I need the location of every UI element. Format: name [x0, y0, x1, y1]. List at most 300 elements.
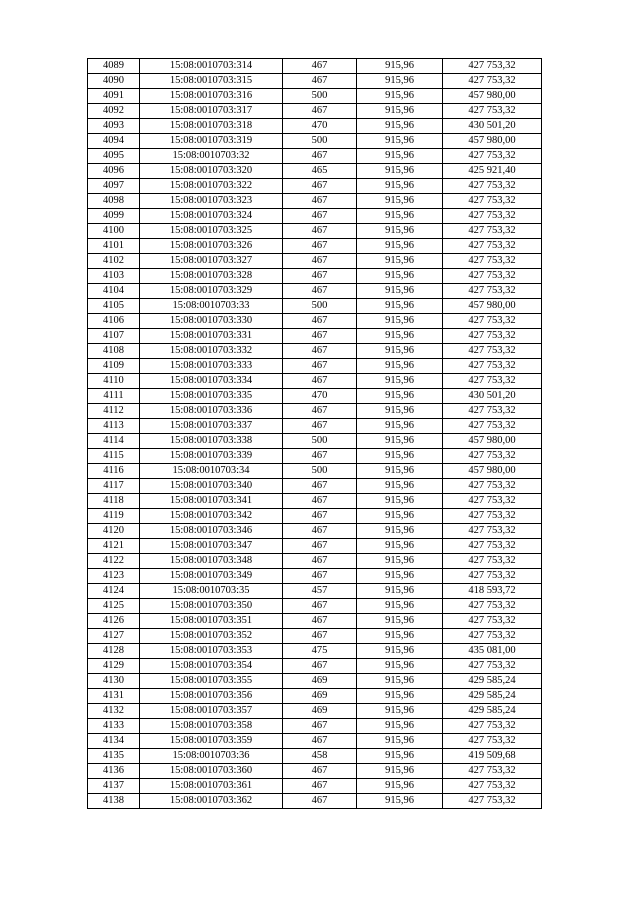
- area-cell: 467: [283, 599, 357, 614]
- table-row: [88, 584, 542, 599]
- cadastral-number-cell: 15:08:0010703:348: [140, 554, 283, 569]
- cadastral-number-cell: 15:08:0010703:352: [140, 629, 283, 644]
- area-cell: 467: [283, 224, 357, 239]
- unit-price-cell: 915,96: [357, 179, 443, 194]
- table-row: [88, 629, 542, 644]
- area-cell: 465: [283, 164, 357, 179]
- table-row: [88, 329, 542, 344]
- cadastral-number-cell: 15:08:0010703:315: [140, 74, 283, 89]
- area-cell: 467: [283, 614, 357, 629]
- area-cell: 467: [283, 74, 357, 89]
- area-cell: 467: [283, 479, 357, 494]
- row-number-cell: 4117: [88, 479, 140, 494]
- total-cost-cell: 427 753,32: [443, 449, 542, 464]
- cadastral-number-cell: 15:08:0010703:350: [140, 599, 283, 614]
- row-number-cell: 4098: [88, 194, 140, 209]
- unit-price-cell: 915,96: [357, 284, 443, 299]
- total-cost-cell: 427 753,32: [443, 284, 542, 299]
- cadastral-number-cell: 15:08:0010703:339: [140, 449, 283, 464]
- table-row: [88, 599, 542, 614]
- area-cell: 457: [283, 584, 357, 599]
- row-number-cell: 4113: [88, 419, 140, 434]
- area-cell: 467: [283, 764, 357, 779]
- row-number-cell: 4114: [88, 434, 140, 449]
- area-cell: 500: [283, 134, 357, 149]
- land-plot-table: [87, 58, 542, 809]
- row-number-cell: 4136: [88, 764, 140, 779]
- total-cost-cell: 427 753,32: [443, 419, 542, 434]
- area-cell: 467: [283, 629, 357, 644]
- unit-price-cell: 915,96: [357, 794, 443, 809]
- area-cell: 467: [283, 329, 357, 344]
- cadastral-number-cell: 15:08:0010703:328: [140, 269, 283, 284]
- row-number-cell: 4106: [88, 314, 140, 329]
- row-number-cell: 4104: [88, 284, 140, 299]
- total-cost-cell: 430 501,20: [443, 119, 542, 134]
- cadastral-number-cell: 15:08:0010703:326: [140, 239, 283, 254]
- total-cost-cell: 427 753,32: [443, 524, 542, 539]
- row-number-cell: 4129: [88, 659, 140, 674]
- total-cost-cell: 435 081,00: [443, 644, 542, 659]
- total-cost-cell: 427 753,32: [443, 659, 542, 674]
- cadastral-number-cell: 15:08:0010703:353: [140, 644, 283, 659]
- area-cell: 467: [283, 419, 357, 434]
- table-row: [88, 419, 542, 434]
- unit-price-cell: 915,96: [357, 74, 443, 89]
- row-number-cell: 4138: [88, 794, 140, 809]
- cadastral-number-cell: 15:08:0010703:329: [140, 284, 283, 299]
- table-row: [88, 494, 542, 509]
- total-cost-cell: 457 980,00: [443, 434, 542, 449]
- table-row: [88, 404, 542, 419]
- row-number-cell: 4135: [88, 749, 140, 764]
- unit-price-cell: 915,96: [357, 599, 443, 614]
- unit-price-cell: 915,96: [357, 434, 443, 449]
- area-cell: 467: [283, 524, 357, 539]
- unit-price-cell: 915,96: [357, 734, 443, 749]
- row-number-cell: 4091: [88, 89, 140, 104]
- total-cost-cell: 419 509,68: [443, 749, 542, 764]
- total-cost-cell: 457 980,00: [443, 464, 542, 479]
- total-cost-cell: 427 753,32: [443, 614, 542, 629]
- total-cost-cell: 427 753,32: [443, 239, 542, 254]
- unit-price-cell: 915,96: [357, 689, 443, 704]
- area-cell: 467: [283, 269, 357, 284]
- row-number-cell: 4100: [88, 224, 140, 239]
- cadastral-number-cell: 15:08:0010703:340: [140, 479, 283, 494]
- table-row: [88, 434, 542, 449]
- row-number-cell: 4109: [88, 359, 140, 374]
- cadastral-number-cell: 15:08:0010703:32: [140, 149, 283, 164]
- unit-price-cell: 915,96: [357, 719, 443, 734]
- area-cell: 467: [283, 254, 357, 269]
- unit-price-cell: 915,96: [357, 149, 443, 164]
- total-cost-cell: 427 753,32: [443, 269, 542, 284]
- table-row: [88, 59, 542, 74]
- table-row: [88, 614, 542, 629]
- cadastral-number-cell: 15:08:0010703:357: [140, 704, 283, 719]
- cadastral-number-cell: 15:08:0010703:359: [140, 734, 283, 749]
- area-cell: 469: [283, 704, 357, 719]
- unit-price-cell: 915,96: [357, 539, 443, 554]
- unit-price-cell: 915,96: [357, 164, 443, 179]
- area-cell: 467: [283, 719, 357, 734]
- cadastral-number-cell: 15:08:0010703:320: [140, 164, 283, 179]
- table-row: [88, 449, 542, 464]
- area-cell: 467: [283, 779, 357, 794]
- total-cost-cell: 427 753,32: [443, 509, 542, 524]
- row-number-cell: 4128: [88, 644, 140, 659]
- unit-price-cell: 915,96: [357, 254, 443, 269]
- unit-price-cell: 915,96: [357, 674, 443, 689]
- table-row: [88, 479, 542, 494]
- total-cost-cell: 427 753,32: [443, 359, 542, 374]
- area-cell: 500: [283, 464, 357, 479]
- cadastral-number-cell: 15:08:0010703:327: [140, 254, 283, 269]
- total-cost-cell: 425 921,40: [443, 164, 542, 179]
- unit-price-cell: 915,96: [357, 299, 443, 314]
- total-cost-cell: 427 753,32: [443, 599, 542, 614]
- area-cell: 467: [283, 209, 357, 224]
- row-number-cell: 4095: [88, 149, 140, 164]
- area-cell: 467: [283, 359, 357, 374]
- cadastral-number-cell: 15:08:0010703:33: [140, 299, 283, 314]
- table-row: [88, 269, 542, 284]
- area-cell: 467: [283, 449, 357, 464]
- cadastral-number-cell: 15:08:0010703:341: [140, 494, 283, 509]
- row-number-cell: 4122: [88, 554, 140, 569]
- table-row: [88, 74, 542, 89]
- cadastral-number-cell: 15:08:0010703:358: [140, 719, 283, 734]
- area-cell: 467: [283, 59, 357, 74]
- row-number-cell: 4132: [88, 704, 140, 719]
- cadastral-number-cell: 15:08:0010703:351: [140, 614, 283, 629]
- cadastral-number-cell: 15:08:0010703:347: [140, 539, 283, 554]
- table-row: [88, 224, 542, 239]
- cadastral-number-cell: 15:08:0010703:324: [140, 209, 283, 224]
- cadastral-number-cell: 15:08:0010703:346: [140, 524, 283, 539]
- row-number-cell: 4123: [88, 569, 140, 584]
- unit-price-cell: 915,96: [357, 644, 443, 659]
- unit-price-cell: 915,96: [357, 119, 443, 134]
- table-row: [88, 719, 542, 734]
- area-cell: 470: [283, 389, 357, 404]
- cadastral-number-cell: 15:08:0010703:317: [140, 104, 283, 119]
- cadastral-number-cell: 15:08:0010703:331: [140, 329, 283, 344]
- unit-price-cell: 915,96: [357, 374, 443, 389]
- row-number-cell: 4131: [88, 689, 140, 704]
- total-cost-cell: 418 593,72: [443, 584, 542, 599]
- table-row: [88, 509, 542, 524]
- unit-price-cell: 915,96: [357, 89, 443, 104]
- cadastral-number-cell: 15:08:0010703:314: [140, 59, 283, 74]
- total-cost-cell: 427 753,32: [443, 794, 542, 809]
- area-cell: 467: [283, 494, 357, 509]
- cadastral-number-cell: 15:08:0010703:316: [140, 89, 283, 104]
- cadastral-number-cell: 15:08:0010703:355: [140, 674, 283, 689]
- row-number-cell: 4137: [88, 779, 140, 794]
- total-cost-cell: 427 753,32: [443, 74, 542, 89]
- total-cost-cell: 427 753,32: [443, 209, 542, 224]
- total-cost-cell: 457 980,00: [443, 134, 542, 149]
- total-cost-cell: 427 753,32: [443, 494, 542, 509]
- row-number-cell: 4090: [88, 74, 140, 89]
- table-row: [88, 179, 542, 194]
- table-row: [88, 659, 542, 674]
- table-row: [88, 794, 542, 809]
- table-row: [88, 749, 542, 764]
- cadastral-number-cell: 15:08:0010703:34: [140, 464, 283, 479]
- table-row: [88, 644, 542, 659]
- area-cell: 467: [283, 344, 357, 359]
- unit-price-cell: 915,96: [357, 749, 443, 764]
- row-number-cell: 4105: [88, 299, 140, 314]
- total-cost-cell: 427 753,32: [443, 719, 542, 734]
- area-cell: 467: [283, 149, 357, 164]
- total-cost-cell: 427 753,32: [443, 629, 542, 644]
- area-cell: 458: [283, 749, 357, 764]
- cadastral-number-cell: 15:08:0010703:349: [140, 569, 283, 584]
- row-number-cell: 4130: [88, 674, 140, 689]
- total-cost-cell: 429 585,24: [443, 704, 542, 719]
- unit-price-cell: 915,96: [357, 449, 443, 464]
- total-cost-cell: 427 753,32: [443, 344, 542, 359]
- table-row: [88, 359, 542, 374]
- total-cost-cell: 427 753,32: [443, 104, 542, 119]
- total-cost-cell: 427 753,32: [443, 374, 542, 389]
- total-cost-cell: 430 501,20: [443, 389, 542, 404]
- row-number-cell: 4096: [88, 164, 140, 179]
- area-cell: 467: [283, 179, 357, 194]
- unit-price-cell: 915,96: [357, 269, 443, 284]
- area-cell: 469: [283, 689, 357, 704]
- row-number-cell: 4107: [88, 329, 140, 344]
- table-row: [88, 314, 542, 329]
- cadastral-number-cell: 15:08:0010703:319: [140, 134, 283, 149]
- unit-price-cell: 915,96: [357, 329, 443, 344]
- area-cell: 467: [283, 314, 357, 329]
- area-cell: 467: [283, 554, 357, 569]
- total-cost-cell: 427 753,32: [443, 194, 542, 209]
- total-cost-cell: 427 753,32: [443, 734, 542, 749]
- row-number-cell: 4103: [88, 269, 140, 284]
- row-number-cell: 4111: [88, 389, 140, 404]
- table-row: [88, 569, 542, 584]
- unit-price-cell: 915,96: [357, 224, 443, 239]
- cadastral-number-cell: 15:08:0010703:332: [140, 344, 283, 359]
- row-number-cell: 4121: [88, 539, 140, 554]
- table-row: [88, 344, 542, 359]
- table-row: [88, 149, 542, 164]
- table-row: [88, 539, 542, 554]
- unit-price-cell: 915,96: [357, 524, 443, 539]
- table-row: [88, 674, 542, 689]
- total-cost-cell: 429 585,24: [443, 689, 542, 704]
- cadastral-number-cell: 15:08:0010703:342: [140, 509, 283, 524]
- table-body: [88, 59, 542, 809]
- row-number-cell: 4094: [88, 134, 140, 149]
- table-row: [88, 89, 542, 104]
- unit-price-cell: 915,96: [357, 359, 443, 374]
- table-row: [88, 209, 542, 224]
- total-cost-cell: 427 753,32: [443, 779, 542, 794]
- total-cost-cell: 427 753,32: [443, 539, 542, 554]
- cadastral-number-cell: 15:08:0010703:362: [140, 794, 283, 809]
- table-row: [88, 104, 542, 119]
- unit-price-cell: 915,96: [357, 344, 443, 359]
- table-row: [88, 779, 542, 794]
- area-cell: 467: [283, 104, 357, 119]
- row-number-cell: 4124: [88, 584, 140, 599]
- table-row: [88, 119, 542, 134]
- table-row: [88, 194, 542, 209]
- total-cost-cell: 427 753,32: [443, 554, 542, 569]
- cadastral-number-cell: 15:08:0010703:338: [140, 434, 283, 449]
- row-number-cell: 4119: [88, 509, 140, 524]
- unit-price-cell: 915,96: [357, 569, 443, 584]
- row-number-cell: 4115: [88, 449, 140, 464]
- row-number-cell: 4127: [88, 629, 140, 644]
- unit-price-cell: 915,96: [357, 134, 443, 149]
- area-cell: 470: [283, 119, 357, 134]
- unit-price-cell: 915,96: [357, 419, 443, 434]
- total-cost-cell: 427 753,32: [443, 764, 542, 779]
- row-number-cell: 4118: [88, 494, 140, 509]
- area-cell: 475: [283, 644, 357, 659]
- cadastral-number-cell: 15:08:0010703:354: [140, 659, 283, 674]
- row-number-cell: 4133: [88, 719, 140, 734]
- area-cell: 467: [283, 404, 357, 419]
- cadastral-number-cell: 15:08:0010703:337: [140, 419, 283, 434]
- total-cost-cell: 427 753,32: [443, 329, 542, 344]
- unit-price-cell: 915,96: [357, 389, 443, 404]
- area-cell: 500: [283, 434, 357, 449]
- table-row: [88, 464, 542, 479]
- total-cost-cell: 429 585,24: [443, 674, 542, 689]
- row-number-cell: 4125: [88, 599, 140, 614]
- total-cost-cell: 427 753,32: [443, 479, 542, 494]
- cadastral-number-cell: 15:08:0010703:330: [140, 314, 283, 329]
- table-row: [88, 689, 542, 704]
- total-cost-cell: 427 753,32: [443, 149, 542, 164]
- area-cell: 467: [283, 374, 357, 389]
- area-cell: 467: [283, 794, 357, 809]
- table-row: [88, 299, 542, 314]
- total-cost-cell: 427 753,32: [443, 404, 542, 419]
- unit-price-cell: 915,96: [357, 404, 443, 419]
- unit-price-cell: 915,96: [357, 614, 443, 629]
- table-row: [88, 239, 542, 254]
- row-number-cell: 4093: [88, 119, 140, 134]
- unit-price-cell: 915,96: [357, 659, 443, 674]
- area-cell: 467: [283, 239, 357, 254]
- table-row: [88, 524, 542, 539]
- table-row: [88, 374, 542, 389]
- table-row: [88, 134, 542, 149]
- table-row: [88, 389, 542, 404]
- row-number-cell: 4097: [88, 179, 140, 194]
- total-cost-cell: 457 980,00: [443, 299, 542, 314]
- row-number-cell: 4134: [88, 734, 140, 749]
- unit-price-cell: 915,96: [357, 629, 443, 644]
- row-number-cell: 4092: [88, 104, 140, 119]
- table-row: [88, 164, 542, 179]
- unit-price-cell: 915,96: [357, 764, 443, 779]
- unit-price-cell: 915,96: [357, 209, 443, 224]
- cadastral-number-cell: 15:08:0010703:336: [140, 404, 283, 419]
- row-number-cell: 4099: [88, 209, 140, 224]
- cadastral-number-cell: 15:08:0010703:335: [140, 389, 283, 404]
- total-cost-cell: 427 753,32: [443, 224, 542, 239]
- area-cell: 467: [283, 509, 357, 524]
- cadastral-number-cell: 15:08:0010703:323: [140, 194, 283, 209]
- unit-price-cell: 915,96: [357, 479, 443, 494]
- area-cell: 467: [283, 539, 357, 554]
- area-cell: 467: [283, 734, 357, 749]
- total-cost-cell: 427 753,32: [443, 569, 542, 584]
- total-cost-cell: 427 753,32: [443, 254, 542, 269]
- cadastral-number-cell: 15:08:0010703:35: [140, 584, 283, 599]
- cadastral-number-cell: 15:08:0010703:356: [140, 689, 283, 704]
- cadastral-number-cell: 15:08:0010703:322: [140, 179, 283, 194]
- unit-price-cell: 915,96: [357, 554, 443, 569]
- unit-price-cell: 915,96: [357, 704, 443, 719]
- unit-price-cell: 915,96: [357, 494, 443, 509]
- table-row: [88, 734, 542, 749]
- row-number-cell: 4108: [88, 344, 140, 359]
- table-row: [88, 284, 542, 299]
- row-number-cell: 4120: [88, 524, 140, 539]
- cadastral-number-cell: 15:08:0010703:360: [140, 764, 283, 779]
- unit-price-cell: 915,96: [357, 194, 443, 209]
- table-row: [88, 704, 542, 719]
- area-cell: 467: [283, 659, 357, 674]
- unit-price-cell: 915,96: [357, 464, 443, 479]
- row-number-cell: 4101: [88, 239, 140, 254]
- table-row: [88, 764, 542, 779]
- area-cell: 467: [283, 569, 357, 584]
- cadastral-number-cell: 15:08:0010703:333: [140, 359, 283, 374]
- unit-price-cell: 915,96: [357, 779, 443, 794]
- area-cell: 500: [283, 89, 357, 104]
- cadastral-number-cell: 15:08:0010703:334: [140, 374, 283, 389]
- cadastral-number-cell: 15:08:0010703:36: [140, 749, 283, 764]
- unit-price-cell: 915,96: [357, 584, 443, 599]
- area-cell: 469: [283, 674, 357, 689]
- area-cell: 500: [283, 299, 357, 314]
- cadastral-number-cell: 15:08:0010703:325: [140, 224, 283, 239]
- row-number-cell: 4116: [88, 464, 140, 479]
- row-number-cell: 4110: [88, 374, 140, 389]
- total-cost-cell: 457 980,00: [443, 89, 542, 104]
- unit-price-cell: 915,96: [357, 59, 443, 74]
- unit-price-cell: 915,96: [357, 239, 443, 254]
- table-row: [88, 254, 542, 269]
- cadastral-number-cell: 15:08:0010703:318: [140, 119, 283, 134]
- unit-price-cell: 915,96: [357, 314, 443, 329]
- cadastral-number-cell: 15:08:0010703:361: [140, 779, 283, 794]
- total-cost-cell: 427 753,32: [443, 314, 542, 329]
- unit-price-cell: 915,96: [357, 104, 443, 119]
- total-cost-cell: 427 753,32: [443, 59, 542, 74]
- area-cell: 467: [283, 194, 357, 209]
- row-number-cell: 4089: [88, 59, 140, 74]
- table-row: [88, 554, 542, 569]
- unit-price-cell: 915,96: [357, 509, 443, 524]
- row-number-cell: 4126: [88, 614, 140, 629]
- row-number-cell: 4102: [88, 254, 140, 269]
- total-cost-cell: 427 753,32: [443, 179, 542, 194]
